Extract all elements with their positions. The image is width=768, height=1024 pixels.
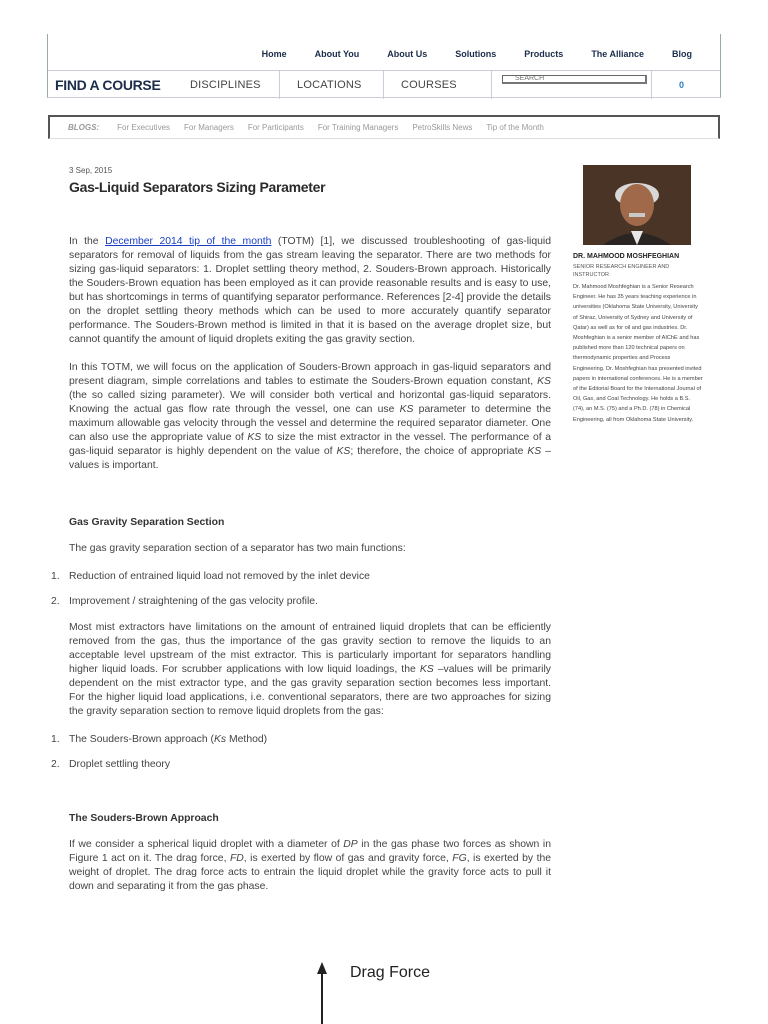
nav-the-alliance[interactable]: The Alliance: [591, 49, 644, 59]
blog-link-participants[interactable]: For Participants: [247, 123, 304, 132]
list-item: [51, 759, 551, 770]
find-course-label: FIND A COURSE: [55, 76, 161, 93]
text: In the: [69, 236, 106, 247]
list-text: The Souders-Brown approach (: [69, 734, 214, 745]
ks-term: KS: [399, 404, 414, 415]
cart-count[interactable]: 0: [679, 79, 685, 90]
blog-link-tip-of-month[interactable]: Tip of the Month: [486, 123, 544, 132]
text: , is exerted by the weight of droplet. The drag force acts to entrain the liquid droplet while the gravity force acts to pull it down and separating it from the gas phase.: [69, 853, 552, 892]
author-role: SENIOR RESEARCH ENGINEER AND INSTRUCTOR: [573, 264, 670, 278]
text: , is exerted by flow of gas and gravity force,: [243, 853, 453, 864]
nav-about-you[interactable]: About You: [314, 49, 360, 59]
blog-link-executives[interactable]: For Executives: [117, 123, 171, 132]
nav-about-us[interactable]: About Us: [387, 49, 428, 59]
author-photo-icon: [583, 165, 691, 245]
list-text: Droplet settling theory: [69, 759, 171, 770]
text: parameter to determine the maximum allowable gas velocity through the vessel and determine the required separator diameter. One can also use the appropriate value of: [69, 404, 551, 443]
list-number: 1.: [51, 571, 60, 582]
text: in the gas phase two forces as shown in Figure 1 act on it. The drag force,: [69, 839, 551, 864]
text: Most mist extractors have limitations on the amount of entrained liquid droplets that can be efficiently removed from the gas, thus the importance of the gas gravity section to remove the liquids to an acceptable level upstream of the mist extractor. This is particularly important for separators handling higher liquid loads. For scrubber applications with low liquid loadings, the: [69, 622, 551, 675]
list-number: 2.: [51, 596, 60, 607]
ks-term: Ks: [213, 734, 227, 745]
author-portrait: [583, 165, 691, 245]
author-name: DR. MAHMOOD MOSHFEGHIAN: [573, 253, 680, 260]
ks-term: KS: [537, 376, 551, 387]
text: ; therefore, the choice of appropriate: [350, 446, 528, 457]
list-text: Method): [226, 734, 268, 745]
list-number: 2.: [51, 759, 60, 770]
article: [51, 166, 552, 894]
nav-solutions[interactable]: Solutions: [455, 49, 497, 59]
locations-menu[interactable]: LOCATIONS: [280, 71, 384, 99]
figure-drag-force: [312, 960, 452, 1024]
blogs-label: BLOGS:: [68, 123, 100, 132]
nav-products[interactable]: Products: [524, 49, 564, 59]
course-finder-bar: [48, 70, 720, 98]
blogs-bar: [48, 115, 720, 139]
paragraph-totm: [69, 361, 551, 473]
fd-term: FD: [229, 853, 244, 864]
blog-link-managers[interactable]: For Managers: [184, 123, 234, 132]
list-item: [51, 596, 551, 607]
author-bio: Dr. Mahmood Moshfeghian is a Senior Research Engineer. He has 35 years teaching experience in universities (Oklahoma State University, University of Shiraz, University of Sydney and University of Qatar) as well as for oil and gas industries. Dr. Moshfeghian is a senior member of AIChE and has published more than 120 technical papers on thermodynamic properties and Process Engineering. Dr. Moshfeghian has presented invited papers in international conferences. He is a member of the Editorial Board for the International Journal of Oil, Gas, and Coal Technology. He holds a B.S. (74), an M.S. (75) and a Ph.D. (78) in Chemical Engineering, all from Oklahoma State University.: [573, 284, 703, 423]
paragraph-functions: The gas gravity separation section of a separator has two main functions:: [69, 543, 406, 554]
paragraph-forces: [69, 838, 551, 894]
tip-link[interactable]: December 2014 tip of the month: [105, 236, 272, 247]
text: If we consider a spherical liquid droplet with a diameter of: [69, 839, 344, 850]
list-number: 1.: [51, 734, 60, 745]
dp-term: DP: [343, 839, 358, 850]
ks-term: KS: [247, 432, 262, 443]
top-nav: [234, 49, 692, 59]
text: (TOTM) [1], we discussed troubleshooting of gas-liquid separators for removal of liquids from the gas stream leaving the separator. There are two methods for sizing gas-liquid separators: 1. Droplet settling theory method, 2. Souders-Brown approach. Historically the Souders-Brown equation has been employed as it can provide reasonable results and is easy to use, but has shortcomings in terms of quantifying separator performance. References [2-4] provide the details on the droplet settling theory methods which can be used to more accurately quantify separator performance. The Souders-Brown method is limited in that it is based on the average droplet size, but cannot quantify the amount of liquid droplets exiting the gas gravity section.: [69, 236, 551, 345]
drag-force-label: Drag Force: [350, 964, 431, 981]
nav-home[interactable]: Home: [261, 49, 287, 59]
search-container: [492, 71, 652, 99]
list-item: [51, 734, 551, 745]
section-heading-gas-gravity: Gas Gravity Separation Section: [69, 517, 225, 528]
ks-term: KS: [419, 664, 434, 675]
text: –values is important.: [69, 446, 551, 471]
paragraph-mist-extractors: [69, 621, 551, 719]
search-input[interactable]: [502, 75, 647, 84]
list-item: [51, 571, 551, 582]
text: –values will be primarily dependent on the mist extractor type, and the gas gravity separation section becomes less important. For the higher liquid load applications, i.e. conventional separators, there are two approaches for sizing the gravity separation section to remove liquid droplets from the gas:: [69, 664, 551, 717]
section-heading-souders-brown: The Souders-Brown Approach: [69, 813, 219, 824]
ks-term: KS: [336, 446, 351, 457]
ks-term: KS: [527, 446, 542, 457]
nav-blog[interactable]: Blog: [672, 49, 692, 59]
text: In this TOTM, we will focus on the application of Souders-Brown approach in gas-liquid separators and present diagram, simple correlations and tables to estimate the Souders-Brown equation constant,: [69, 362, 551, 387]
article-title: Gas-Liquid Separators Sizing Parameter: [69, 179, 326, 195]
paragraph-intro: [69, 235, 551, 347]
list-text: Improvement / straightening of the gas velocity profile.: [69, 596, 318, 607]
site-header: [47, 34, 721, 98]
disciplines-menu[interactable]: DISCIPLINES: [176, 71, 280, 99]
fg-term: FG: [452, 853, 467, 864]
text: to size the mist extractor in the vessel. The performance of a gas-liquid separator is highly dependent on the value of: [69, 432, 552, 457]
blog-link-petroskills-news[interactable]: PetroSkills News: [412, 123, 473, 132]
blog-link-training-managers[interactable]: For Training Managers: [317, 123, 399, 132]
text: (the so called sizing parameter). We will consider both vertical and horizontal gas-liquid separators. Knowing the actual gas flow rate through the vessel, one can use: [69, 390, 551, 415]
list-text: Reduction of entrained liquid load not removed by the inlet device: [69, 571, 370, 582]
courses-menu[interactable]: COURSES: [384, 71, 492, 99]
article-date: 3 Sep, 2015: [69, 166, 113, 175]
drag-force-arrow-icon: [312, 960, 332, 1024]
